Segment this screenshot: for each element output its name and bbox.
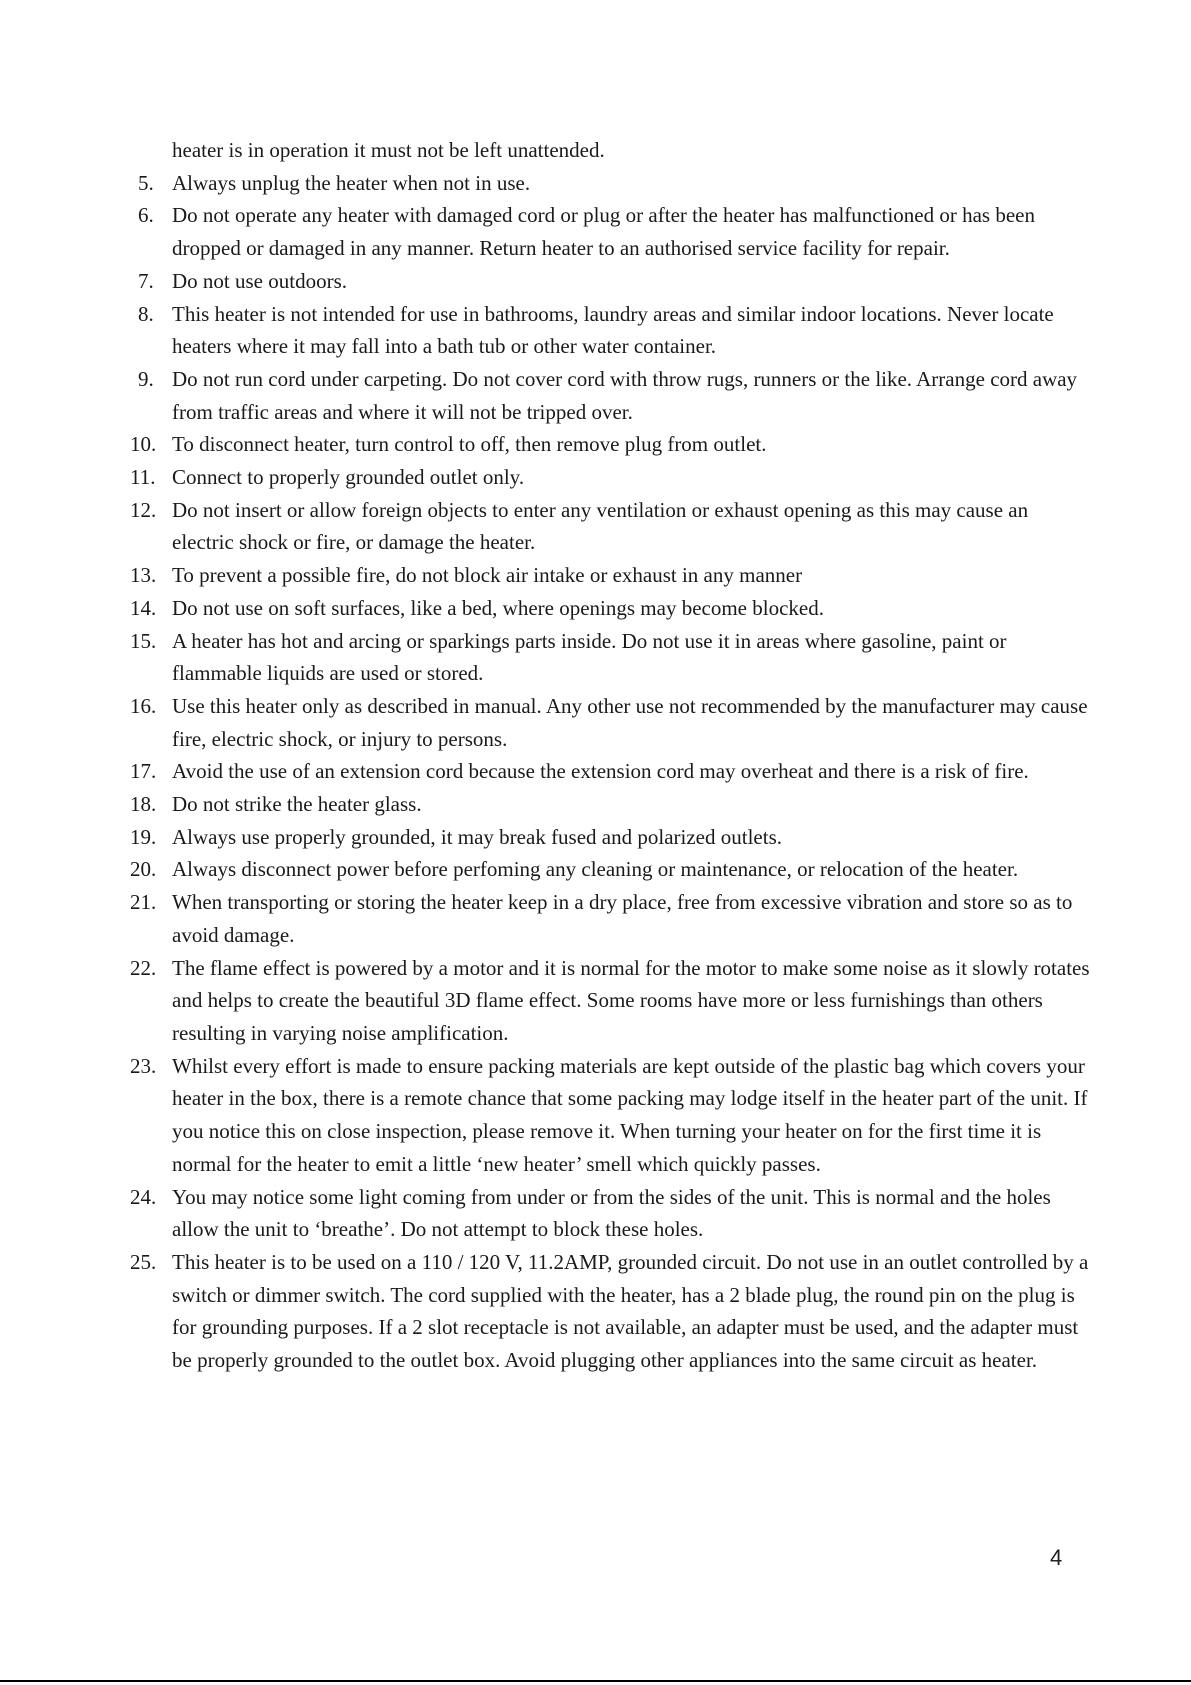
list-item — [130, 952, 1090, 1050]
list-item — [130, 821, 1090, 854]
list-item — [130, 494, 1090, 559]
list-item-text: Do not insert or allow foreign objects to enter any ventilation or exhaust opening as this may cause an electric shock or fire, or damage the heater. — [172, 497, 1029, 555]
list-item-number: 5. — [138, 170, 154, 195]
list-item-number: 6. — [138, 203, 154, 228]
list-item-number: 18. — [130, 792, 157, 817]
list-item-text: Always disconnect power before perfoming any cleaning or maintenance, or relocation of the heater. — [172, 857, 1019, 882]
list-item — [130, 853, 1090, 886]
safety-instructions-list — [130, 134, 1090, 1377]
list-item — [130, 363, 1090, 428]
list-item-number: 13. — [130, 563, 157, 588]
list-item — [130, 788, 1090, 821]
list-item-text: When transporting or storing the heater keep in a dry place, free from excessive vibration and store so as to avoid damage. — [172, 890, 1073, 947]
list-item-text: Do not strike the heater glass. — [172, 792, 422, 817]
list-item-number: 11. — [130, 465, 156, 490]
list-item-text: Avoid the use of an extension cord because the extension cord may overheat and there is a risk of fire. — [172, 759, 1029, 784]
list-item-number: 23. — [130, 1053, 157, 1078]
list-item-text: To disconnect heater, turn control to off, then remove plug from outlet. — [172, 432, 767, 457]
list-item — [130, 1246, 1090, 1377]
list-item-number: 15. — [130, 628, 157, 653]
list-item-text: Connect to properly grounded outlet only. — [172, 465, 525, 490]
list-item-text: Do not use outdoors. — [172, 268, 347, 293]
page-number: 4 — [1050, 1545, 1063, 1570]
list-item-text: Always unplug the heater when not in use. — [172, 170, 531, 195]
continued-item-text: heater is in operation it must not be left unattended. — [172, 138, 605, 162]
list-item-number: 19. — [130, 824, 157, 849]
list-item-text: This heater is not intended for use in bathrooms, laundry areas and similar indoor locations. Never locate heaters where it may fall into a bath tub or other water container. — [172, 301, 1054, 359]
list-item-text: Whilst every effort is made to ensure packing materials are kept outside of the plastic bag which covers your heater in the box, there is a remote chance that some packing may lodge itself in the heater part of the unit. If you notice this on close inspection, please remove it. When turning your heater on for the first time it is normal for the heater to emit a little ‘new heater’ smell which quickly passes. — [172, 1053, 1088, 1176]
list-item-number: 17. — [130, 759, 157, 784]
list-item-number: 14. — [130, 595, 157, 620]
list-item-number: 16. — [130, 693, 157, 718]
list-item-number: 9. — [138, 366, 154, 391]
list-item-number: 8. — [138, 301, 154, 326]
list-item — [130, 298, 1090, 363]
list-item — [130, 1181, 1090, 1246]
list-item-text: To prevent a possible fire, do not block air intake or exhaust in any manner — [172, 563, 803, 588]
list-item-text: This heater is to be used on a 110 / 120 V, 11.2AMP, grounded circuit. Do not use in an outlet controlled by a switch or dimmer switch. The cord supplied with the heater, has a 2 blade plug, the round pin on the plug is for grounding purposes. If a 2 slot receptacle is not available, an adapter must be used, and the adapter must be properly grounded to the outlet box. Avoid plugging other appliances into the same circuit as heater. — [172, 1249, 1089, 1373]
list-item — [130, 199, 1090, 264]
list-item-text: The flame effect is powered by a motor and it is normal for the motor to make some noise as it slowly rotates and helps to create the beautiful 3D flame effect. Some rooms have more or less furnishings than others resulting in varying noise amplification. — [172, 955, 1090, 1045]
list-item-text: Do not use on soft surfaces, like a bed, where openings may become blocked. — [172, 595, 824, 620]
list-item-text: You may notice some light coming from under or from the sides of the unit. This is normal and the holes allow the unit to ‘breathe’. Do not attempt to block these holes. — [172, 1184, 1051, 1242]
list-item-text: Do not run cord under carpeting. Do not cover cord with throw rugs, runners or the like. Arrange cord away from traffic areas and where it will not be tripped over. — [172, 366, 1078, 424]
list-item-text: Do not operate any heater with damaged cord or plug or after the heater has malfunctioned or has been dropped or damaged in any manner. Return heater to an authorised service facility for repair. — [172, 203, 1035, 261]
list-item-number: 25. — [130, 1249, 157, 1274]
page-bottom-border — [0, 1680, 1191, 1682]
list-item — [130, 1050, 1090, 1181]
list-item-text: Always use properly grounded, it may break fused and polarized outlets. — [172, 824, 782, 849]
list-item-number: 21. — [130, 890, 157, 915]
list-item-text: Use this heater only as described in manual. Any other use not recommended by the manufacturer may cause fire, electric shock, or injury to persons. — [172, 693, 1088, 751]
list-item-number: 20. — [130, 857, 157, 882]
list-item — [130, 461, 1090, 494]
list-item-number: 10. — [130, 432, 157, 457]
list-item — [130, 755, 1090, 788]
list-item — [130, 428, 1090, 461]
list-item-text: A heater has hot and arcing or sparkings parts inside. Do not use it in areas where gasoline, paint or flammable liquids are used or stored. — [172, 628, 1007, 686]
list-item — [130, 167, 1090, 200]
list-item — [130, 592, 1090, 625]
numbered-items — [130, 167, 1090, 1377]
list-item-number: 7. — [138, 268, 154, 293]
list-item — [130, 886, 1090, 951]
list-item — [130, 559, 1090, 592]
list-item-number: 12. — [130, 497, 157, 522]
list-item — [130, 625, 1090, 690]
list-item-number: 24. — [130, 1184, 157, 1209]
list-item-number: 22. — [130, 955, 157, 980]
list-item — [130, 265, 1090, 298]
list-item — [130, 690, 1090, 755]
